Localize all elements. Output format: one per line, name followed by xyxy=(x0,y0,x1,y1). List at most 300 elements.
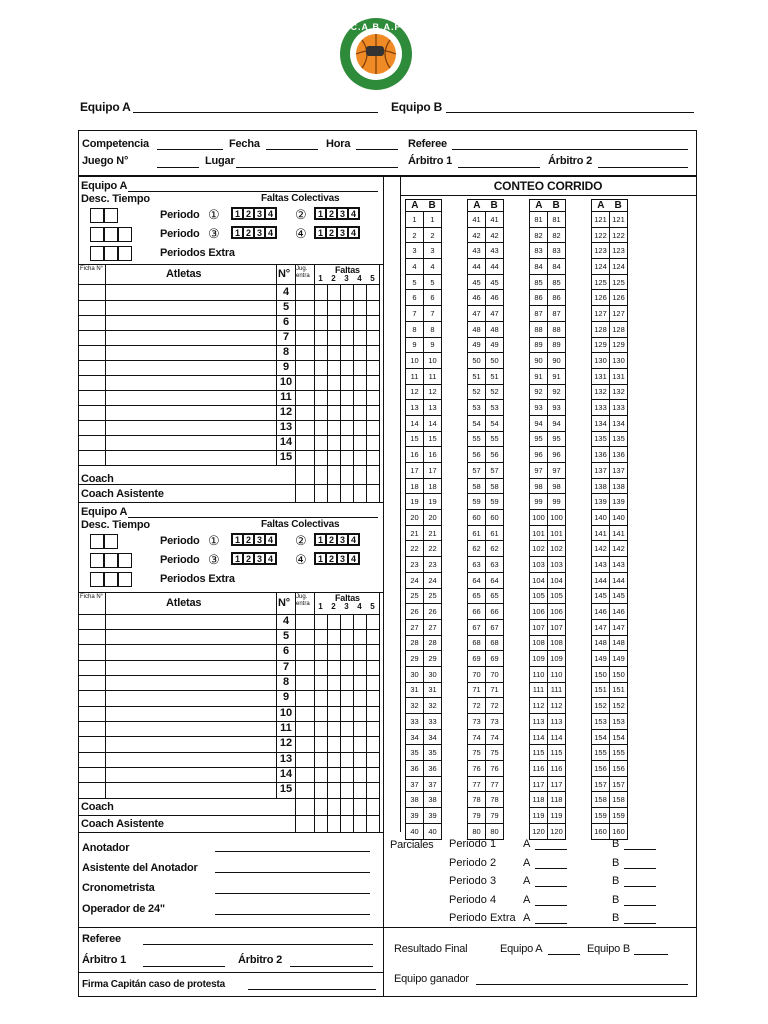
running-score-cell[interactable]: 141 xyxy=(592,525,610,541)
final-team-b-field[interactable] xyxy=(634,954,668,955)
running-score-cell[interactable]: 142 xyxy=(610,541,628,557)
running-score-cell[interactable]: 70 xyxy=(486,666,504,682)
running-score-cell[interactable]: 159 xyxy=(610,808,628,824)
running-score-cell[interactable]: 64 xyxy=(486,572,504,588)
running-score-cell[interactable]: 148 xyxy=(610,635,628,651)
running-score-cell[interactable]: 119 xyxy=(530,808,548,824)
running-score-cell[interactable]: 60 xyxy=(486,510,504,526)
running-score-cell[interactable]: 141 xyxy=(610,525,628,541)
running-score-cell[interactable]: 29 xyxy=(406,651,424,667)
running-score-row[interactable] xyxy=(406,337,628,353)
running-score-row[interactable] xyxy=(406,635,628,651)
running-score-cell[interactable]: 27 xyxy=(406,619,424,635)
running-score-cell[interactable]: 10 xyxy=(406,353,424,369)
running-score-cell[interactable]: 71 xyxy=(486,682,504,698)
running-score-cell[interactable]: 109 xyxy=(548,651,566,667)
running-score-cell[interactable]: 147 xyxy=(592,619,610,635)
timeout-box[interactable] xyxy=(104,572,118,587)
running-score-cell[interactable]: 115 xyxy=(548,745,566,761)
running-score-cell[interactable]: 76 xyxy=(486,761,504,777)
team-b-field[interactable] xyxy=(446,112,694,113)
running-score-cell[interactable]: 86 xyxy=(548,290,566,306)
running-score-cell[interactable]: 43 xyxy=(486,243,504,259)
running-score-cell[interactable]: 96 xyxy=(530,447,548,463)
running-score-cell[interactable]: 69 xyxy=(468,651,486,667)
running-score-cell[interactable]: 21 xyxy=(406,525,424,541)
running-score-cell[interactable]: 126 xyxy=(610,290,628,306)
running-score-cell[interactable]: 67 xyxy=(468,619,486,635)
running-score-cell[interactable]: 72 xyxy=(468,698,486,714)
running-score-cell[interactable]: 60 xyxy=(468,510,486,526)
running-score-cell[interactable]: 40 xyxy=(424,823,442,839)
running-score-cell[interactable]: 3 xyxy=(424,243,442,259)
timekeeper-field[interactable] xyxy=(215,893,370,894)
running-score-cell[interactable]: 55 xyxy=(486,431,504,447)
running-score-cell[interactable]: 1 xyxy=(406,212,424,228)
running-score-cell[interactable]: 131 xyxy=(610,368,628,384)
running-score-cell[interactable]: 150 xyxy=(610,666,628,682)
running-score-cell[interactable]: 142 xyxy=(592,541,610,557)
running-score-cell[interactable]: 149 xyxy=(610,651,628,667)
running-score-cell[interactable]: 160 xyxy=(610,823,628,839)
running-score-cell[interactable]: 99 xyxy=(530,494,548,510)
running-score-row[interactable] xyxy=(406,290,628,306)
running-score-cell[interactable]: 25 xyxy=(406,588,424,604)
timeout-box[interactable] xyxy=(118,246,132,261)
running-score-cell[interactable]: 151 xyxy=(610,682,628,698)
timeout-box[interactable] xyxy=(118,227,132,242)
running-score-cell[interactable]: 34 xyxy=(406,729,424,745)
running-score-row[interactable] xyxy=(406,306,628,322)
running-score-cell[interactable]: 38 xyxy=(424,792,442,808)
running-score-cell[interactable]: 77 xyxy=(468,776,486,792)
winner-field[interactable] xyxy=(476,984,688,985)
running-score-cell[interactable]: 36 xyxy=(424,761,442,777)
fouls-period-4[interactable]: 1 2 3 4 xyxy=(314,226,360,239)
running-score-cell[interactable]: 23 xyxy=(424,557,442,573)
running-score-cell[interactable]: 4 xyxy=(406,259,424,275)
running-score-row[interactable] xyxy=(406,745,628,761)
running-score-cell[interactable]: 115 xyxy=(530,745,548,761)
running-score-cell[interactable]: 20 xyxy=(406,510,424,526)
running-score-cell[interactable]: 49 xyxy=(486,337,504,353)
running-score-cell[interactable]: 124 xyxy=(610,259,628,275)
running-score-cell[interactable]: 24 xyxy=(406,572,424,588)
running-score-cell[interactable]: 67 xyxy=(486,619,504,635)
running-score-row[interactable] xyxy=(406,541,628,557)
running-score-cell[interactable]: 130 xyxy=(592,353,610,369)
bottom-arbitro1-field[interactable] xyxy=(143,966,225,967)
running-score-cell[interactable]: 17 xyxy=(424,463,442,479)
running-score-cell[interactable]: 129 xyxy=(610,337,628,353)
running-score-cell[interactable]: 136 xyxy=(592,447,610,463)
running-score-row[interactable] xyxy=(406,698,628,714)
running-score-row[interactable] xyxy=(406,572,628,588)
running-score-cell[interactable]: 8 xyxy=(406,321,424,337)
running-score-cell[interactable]: 117 xyxy=(530,776,548,792)
running-score-cell[interactable]: 95 xyxy=(548,431,566,447)
running-score-cell[interactable]: 104 xyxy=(530,572,548,588)
running-score-cell[interactable]: 19 xyxy=(406,494,424,510)
running-score-cell[interactable]: 50 xyxy=(468,353,486,369)
running-score-cell[interactable]: 150 xyxy=(592,666,610,682)
running-score-cell[interactable]: 152 xyxy=(610,698,628,714)
arbitro1-field[interactable] xyxy=(458,167,540,168)
running-score-cell[interactable]: 63 xyxy=(468,557,486,573)
running-score-cell[interactable]: 138 xyxy=(610,478,628,494)
running-score-cell[interactable]: 58 xyxy=(468,478,486,494)
running-score-cell[interactable]: 155 xyxy=(610,745,628,761)
running-score-cell[interactable]: 23 xyxy=(406,557,424,573)
running-score-cell[interactable]: 112 xyxy=(548,698,566,714)
running-score-cell[interactable]: 136 xyxy=(610,447,628,463)
running-score-cell[interactable]: 61 xyxy=(486,525,504,541)
fouls-period-4[interactable]: 1 2 3 4 xyxy=(314,552,360,565)
running-score-cell[interactable]: 120 xyxy=(530,823,548,839)
running-score-cell[interactable]: 43 xyxy=(468,243,486,259)
running-score-cell[interactable]: 41 xyxy=(486,212,504,228)
running-score-cell[interactable]: 26 xyxy=(406,604,424,620)
running-score-cell[interactable]: 59 xyxy=(486,494,504,510)
running-score-cell[interactable]: 102 xyxy=(530,541,548,557)
protest-signature-field[interactable] xyxy=(248,989,376,990)
running-score-row[interactable] xyxy=(406,682,628,698)
running-score-cell[interactable]: 80 xyxy=(468,823,486,839)
running-score-cell[interactable]: 32 xyxy=(406,698,424,714)
running-score-cell[interactable]: 2 xyxy=(406,227,424,243)
running-score-cell[interactable]: 130 xyxy=(610,353,628,369)
running-score-cell[interactable]: 40 xyxy=(406,823,424,839)
running-score-cell[interactable]: 152 xyxy=(592,698,610,714)
running-score-cell[interactable]: 146 xyxy=(592,604,610,620)
running-score-cell[interactable]: 116 xyxy=(530,761,548,777)
running-score-cell[interactable]: 13 xyxy=(406,400,424,416)
running-score-cell[interactable]: 137 xyxy=(610,463,628,479)
running-score-cell[interactable]: 7 xyxy=(424,306,442,322)
running-score-cell[interactable]: 68 xyxy=(486,635,504,651)
running-score-row[interactable] xyxy=(406,227,628,243)
running-score-row[interactable] xyxy=(406,243,628,259)
running-score-cell[interactable]: 88 xyxy=(530,321,548,337)
running-score-row[interactable] xyxy=(406,478,628,494)
running-score-cell[interactable]: 83 xyxy=(548,243,566,259)
running-score-cell[interactable]: 79 xyxy=(486,808,504,824)
partial-a-field[interactable] xyxy=(535,886,567,887)
running-score-cell[interactable]: 84 xyxy=(548,259,566,275)
bottom-referee-field[interactable] xyxy=(143,944,373,945)
running-score-cell[interactable]: 3 xyxy=(406,243,424,259)
running-score-cell[interactable]: 4 xyxy=(424,259,442,275)
running-score-cell[interactable]: 54 xyxy=(486,415,504,431)
running-score-cell[interactable]: 53 xyxy=(486,400,504,416)
running-score-cell[interactable]: 120 xyxy=(548,823,566,839)
running-score-cell[interactable]: 110 xyxy=(530,666,548,682)
running-score-row[interactable] xyxy=(406,714,628,730)
timeout-box[interactable] xyxy=(118,572,132,587)
running-score-cell[interactable]: 98 xyxy=(548,478,566,494)
running-score-cell[interactable]: 33 xyxy=(406,714,424,730)
running-score-cell[interactable]: 76 xyxy=(468,761,486,777)
running-score-cell[interactable]: 140 xyxy=(610,510,628,526)
running-score-cell[interactable]: 31 xyxy=(406,682,424,698)
running-score-cell[interactable]: 56 xyxy=(486,447,504,463)
timeout-box[interactable] xyxy=(104,534,118,549)
running-score-cell[interactable]: 153 xyxy=(592,714,610,730)
running-score-cell[interactable]: 105 xyxy=(530,588,548,604)
running-score-cell[interactable]: 104 xyxy=(548,572,566,588)
running-score-cell[interactable]: 26 xyxy=(424,604,442,620)
partial-b-field[interactable] xyxy=(624,923,656,924)
running-score-row[interactable] xyxy=(406,431,628,447)
running-score-cell[interactable]: 74 xyxy=(486,729,504,745)
running-score-cell[interactable]: 16 xyxy=(424,447,442,463)
running-score-cell[interactable]: 39 xyxy=(406,808,424,824)
running-score-cell[interactable]: 116 xyxy=(548,761,566,777)
running-score-row[interactable] xyxy=(406,259,628,275)
running-score-cell[interactable]: 31 xyxy=(424,682,442,698)
running-score-cell[interactable]: 73 xyxy=(486,714,504,730)
running-score-cell[interactable]: 85 xyxy=(530,274,548,290)
running-score-cell[interactable]: 149 xyxy=(592,651,610,667)
running-score-cell[interactable]: 50 xyxy=(486,353,504,369)
running-score-cell[interactable]: 156 xyxy=(610,761,628,777)
running-score-row[interactable] xyxy=(406,463,628,479)
running-score-cell[interactable]: 68 xyxy=(468,635,486,651)
running-score-cell[interactable]: 143 xyxy=(610,557,628,573)
running-score-cell[interactable]: 57 xyxy=(486,463,504,479)
running-score-cell[interactable]: 94 xyxy=(530,415,548,431)
timeout-box[interactable] xyxy=(90,227,104,242)
running-score-row[interactable] xyxy=(406,604,628,620)
running-score-cell[interactable]: 12 xyxy=(406,384,424,400)
running-score-cell[interactable]: 107 xyxy=(548,619,566,635)
running-score-cell[interactable]: 83 xyxy=(530,243,548,259)
running-score-cell[interactable]: 122 xyxy=(610,227,628,243)
running-score-cell[interactable]: 70 xyxy=(468,666,486,682)
running-score-cell[interactable]: 48 xyxy=(486,321,504,337)
referee-field[interactable] xyxy=(452,149,688,150)
fouls-period-1[interactable]: 1 2 3 4 xyxy=(231,533,277,546)
running-score-cell[interactable]: 17 xyxy=(406,463,424,479)
running-score-cell[interactable]: 113 xyxy=(530,714,548,730)
running-score-cell[interactable]: 147 xyxy=(610,619,628,635)
running-score-row[interactable] xyxy=(406,415,628,431)
running-score-cell[interactable]: 101 xyxy=(530,525,548,541)
running-score-cell[interactable]: 103 xyxy=(530,557,548,573)
running-score-cell[interactable]: 47 xyxy=(468,306,486,322)
running-score-cell[interactable]: 106 xyxy=(530,604,548,620)
running-score-cell[interactable]: 62 xyxy=(486,541,504,557)
running-score-cell[interactable]: 91 xyxy=(548,368,566,384)
running-score-row[interactable] xyxy=(406,776,628,792)
running-score-cell[interactable]: 82 xyxy=(548,227,566,243)
running-score-cell[interactable]: 9 xyxy=(424,337,442,353)
running-score-cell[interactable]: 59 xyxy=(468,494,486,510)
running-score-cell[interactable]: 71 xyxy=(468,682,486,698)
running-score-cell[interactable]: 6 xyxy=(424,290,442,306)
running-score-cell[interactable]: 158 xyxy=(610,792,628,808)
running-score-cell[interactable]: 108 xyxy=(548,635,566,651)
running-score-cell[interactable]: 151 xyxy=(592,682,610,698)
running-score-cell[interactable]: 19 xyxy=(424,494,442,510)
running-score-cell[interactable]: 94 xyxy=(548,415,566,431)
running-score-cell[interactable]: 121 xyxy=(610,212,628,228)
running-score-cell[interactable]: 14 xyxy=(406,415,424,431)
running-score-cell[interactable]: 131 xyxy=(592,368,610,384)
fouls-period-3[interactable]: 1 2 3 4 xyxy=(231,226,277,239)
running-score-cell[interactable]: 153 xyxy=(610,714,628,730)
juego-field[interactable] xyxy=(157,167,199,168)
running-score-cell[interactable]: 80 xyxy=(486,823,504,839)
running-score-cell[interactable]: 139 xyxy=(592,494,610,510)
running-score-cell[interactable]: 81 xyxy=(530,212,548,228)
running-score-row[interactable] xyxy=(406,494,628,510)
running-score-row[interactable] xyxy=(406,588,628,604)
running-score-cell[interactable]: 127 xyxy=(610,306,628,322)
running-score-cell[interactable]: 24 xyxy=(424,572,442,588)
running-score-cell[interactable]: 53 xyxy=(468,400,486,416)
running-score-cell[interactable]: 65 xyxy=(486,588,504,604)
running-score-cell[interactable]: 61 xyxy=(468,525,486,541)
running-score-cell[interactable]: 100 xyxy=(548,510,566,526)
running-score-cell[interactable]: 12 xyxy=(424,384,442,400)
running-score-cell[interactable]: 92 xyxy=(548,384,566,400)
running-score-cell[interactable]: 145 xyxy=(610,588,628,604)
running-score-cell[interactable]: 128 xyxy=(592,321,610,337)
bottom-arbitro2-field[interactable] xyxy=(290,966,373,967)
arbitro2-field[interactable] xyxy=(598,167,688,168)
running-score-cell[interactable]: 118 xyxy=(530,792,548,808)
running-score-row[interactable] xyxy=(406,808,628,824)
running-score-cell[interactable]: 2 xyxy=(424,227,442,243)
running-score-cell[interactable]: 119 xyxy=(548,808,566,824)
running-score-cell[interactable]: 143 xyxy=(592,557,610,573)
running-score-cell[interactable]: 105 xyxy=(548,588,566,604)
running-score-cell[interactable]: 38 xyxy=(406,792,424,808)
running-score-cell[interactable]: 125 xyxy=(610,274,628,290)
running-score-cell[interactable]: 77 xyxy=(486,776,504,792)
running-score-cell[interactable]: 79 xyxy=(468,808,486,824)
timeout-box[interactable] xyxy=(90,246,104,261)
running-score-cell[interactable]: 30 xyxy=(424,666,442,682)
running-score-cell[interactable]: 132 xyxy=(610,384,628,400)
running-score-cell[interactable]: 111 xyxy=(548,682,566,698)
running-score-cell[interactable]: 85 xyxy=(548,274,566,290)
running-score-cell[interactable]: 29 xyxy=(424,651,442,667)
running-score-cell[interactable]: 125 xyxy=(592,274,610,290)
running-score-cell[interactable]: 63 xyxy=(486,557,504,573)
running-score-cell[interactable]: 98 xyxy=(530,478,548,494)
running-score-row[interactable] xyxy=(406,651,628,667)
running-score-cell[interactable]: 1 xyxy=(424,212,442,228)
running-score-cell[interactable]: 134 xyxy=(610,415,628,431)
running-score-cell[interactable]: 127 xyxy=(592,306,610,322)
running-score-cell[interactable]: 97 xyxy=(530,463,548,479)
running-score-cell[interactable]: 15 xyxy=(406,431,424,447)
running-score-row[interactable] xyxy=(406,792,628,808)
running-score-cell[interactable]: 45 xyxy=(486,274,504,290)
running-score-row[interactable] xyxy=(406,274,628,290)
running-score-cell[interactable]: 65 xyxy=(468,588,486,604)
running-score-cell[interactable]: 132 xyxy=(592,384,610,400)
running-score-cell[interactable]: 14 xyxy=(424,415,442,431)
running-score-cell[interactable]: 144 xyxy=(610,572,628,588)
timeout-box[interactable] xyxy=(90,553,104,568)
running-score-cell[interactable]: 124 xyxy=(592,259,610,275)
running-score-cell[interactable]: 121 xyxy=(592,212,610,228)
running-score-cell[interactable]: 112 xyxy=(530,698,548,714)
scorer-field[interactable] xyxy=(215,851,370,852)
running-score-cell[interactable]: 108 xyxy=(530,635,548,651)
timeout-box[interactable] xyxy=(90,572,104,587)
running-score-cell[interactable]: 135 xyxy=(610,431,628,447)
running-score-cell[interactable]: 37 xyxy=(424,776,442,792)
running-score-cell[interactable]: 82 xyxy=(530,227,548,243)
running-score-cell[interactable]: 100 xyxy=(530,510,548,526)
running-score-cell[interactable]: 36 xyxy=(406,761,424,777)
timeout-box[interactable] xyxy=(118,553,132,568)
running-score-cell[interactable]: 13 xyxy=(424,400,442,416)
running-score-cell[interactable]: 7 xyxy=(406,306,424,322)
timeout-box[interactable] xyxy=(90,208,104,223)
running-score-cell[interactable]: 137 xyxy=(592,463,610,479)
running-score-cell[interactable]: 95 xyxy=(530,431,548,447)
running-score-cell[interactable]: 90 xyxy=(530,353,548,369)
running-score-cell[interactable]: 39 xyxy=(424,808,442,824)
running-score-cell[interactable]: 32 xyxy=(424,698,442,714)
partial-a-field[interactable] xyxy=(535,849,567,850)
running-score-cell[interactable]: 117 xyxy=(548,776,566,792)
running-score-cell[interactable]: 159 xyxy=(592,808,610,824)
fecha-field[interactable] xyxy=(266,149,318,150)
fouls-period-3[interactable]: 1 2 3 4 xyxy=(231,552,277,565)
timeout-box[interactable] xyxy=(104,227,118,242)
running-score-cell[interactable]: 133 xyxy=(610,400,628,416)
running-score-cell[interactable]: 18 xyxy=(406,478,424,494)
running-score-cell[interactable]: 42 xyxy=(468,227,486,243)
running-score-cell[interactable]: 42 xyxy=(486,227,504,243)
running-score-cell[interactable]: 44 xyxy=(486,259,504,275)
running-score-cell[interactable]: 126 xyxy=(592,290,610,306)
running-score-cell[interactable]: 35 xyxy=(424,745,442,761)
running-score-cell[interactable]: 52 xyxy=(468,384,486,400)
running-score-cell[interactable]: 47 xyxy=(486,306,504,322)
running-score-cell[interactable]: 93 xyxy=(548,400,566,416)
running-score-cell[interactable]: 145 xyxy=(592,588,610,604)
running-score-cell[interactable]: 48 xyxy=(468,321,486,337)
running-score-cell[interactable]: 114 xyxy=(548,729,566,745)
timeout-box[interactable] xyxy=(104,246,118,261)
running-score-cell[interactable]: 144 xyxy=(592,572,610,588)
lugar-field[interactable] xyxy=(236,167,398,168)
running-score-grid[interactable] xyxy=(405,199,628,840)
running-score-cell[interactable]: 123 xyxy=(592,243,610,259)
running-score-cell[interactable]: 10 xyxy=(424,353,442,369)
running-score-cell[interactable]: 148 xyxy=(592,635,610,651)
running-score-cell[interactable]: 18 xyxy=(424,478,442,494)
running-score-row[interactable] xyxy=(406,761,628,777)
running-score-cell[interactable]: 138 xyxy=(592,478,610,494)
running-score-cell[interactable]: 78 xyxy=(486,792,504,808)
running-score-cell[interactable]: 133 xyxy=(592,400,610,416)
running-score-row[interactable] xyxy=(406,510,628,526)
running-score-cell[interactable]: 156 xyxy=(592,761,610,777)
running-score-cell[interactable]: 155 xyxy=(592,745,610,761)
fouls-period-1[interactable]: 1 2 3 4 xyxy=(231,207,277,220)
partial-b-field[interactable] xyxy=(624,868,656,869)
running-score-cell[interactable]: 84 xyxy=(530,259,548,275)
running-score-cell[interactable]: 8 xyxy=(424,321,442,337)
